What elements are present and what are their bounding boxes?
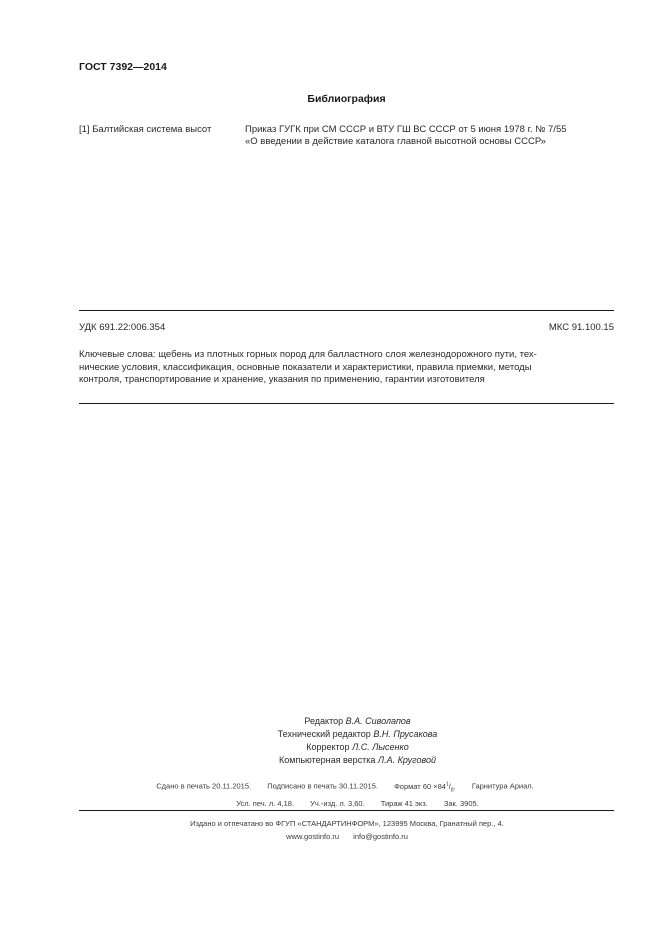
- keywords-line: нические условия, классификация, основные показатели и характеристики, правила приемки, методы: [79, 361, 532, 373]
- circulation: Тираж 41 экз.: [380, 799, 428, 808]
- credit-tech-editor: [54, 728, 661, 741]
- bibliography-entry-description: [245, 124, 615, 148]
- typeface: Гарнитура Ариал.: [471, 781, 534, 791]
- publisher-address: Издано и отпечатано во ФГУП «СТАНДАРТИНФОРМ», 123995 Москва, Гранатный пер., 4.: [190, 819, 504, 828]
- keywords-paragraph: [79, 349, 615, 387]
- document-code: ГОСТ 7392—2014: [79, 61, 167, 73]
- credit-role: Компьютерная верстка: [279, 755, 376, 765]
- credit-name: В.А. Сиволапов: [345, 716, 411, 726]
- credit-role: Редактор: [304, 716, 344, 726]
- signed-date: Подписано в печать 30.11.2015.: [267, 781, 378, 791]
- submitted-date: Сдано в печать 20.11.2015.: [156, 781, 252, 791]
- order-number: Зак. 3905.: [443, 799, 479, 808]
- bibliography-entry-ref: [1] Балтийская система высот: [79, 124, 212, 135]
- format: Формат $60 \times 84^1/_8$.: [394, 781, 456, 793]
- website-link[interactable]: www.gostinfo.ru: [286, 832, 340, 841]
- divider-keywords: [79, 403, 614, 404]
- print-sheets: Усл. печ. л. 4,18.: [236, 799, 295, 808]
- udk-code: УДК 691.22:006.354: [79, 322, 166, 333]
- publishing-sheets: Уч.-изд. л. 3,60.: [310, 799, 365, 808]
- credit-corrector: [54, 741, 661, 754]
- credits-block: [0, 715, 661, 767]
- publisher-block: [0, 817, 661, 843]
- credit-role: Корректор: [306, 742, 350, 752]
- bibliography-desc-line: «О введении в действие каталога главной высотной основы СССР»: [245, 136, 546, 147]
- print-info-row: [0, 797, 661, 810]
- credit-role: Технический редактор: [277, 729, 371, 739]
- bibliography-desc-line: Приказ ГУГК при СМ СССР и ВТУ ГШ ВС СССР от 5 июня 1978 г. № 7/55: [245, 124, 567, 135]
- divider-imprint: [79, 810, 614, 811]
- publisher-contacts: [33, 830, 661, 843]
- credit-editor: [54, 715, 661, 728]
- email-link[interactable]: info@gostinfo.ru: [353, 832, 408, 841]
- credit-name: Л.А. Круговой: [377, 755, 436, 765]
- credit-layout: [54, 754, 661, 767]
- credit-name: В.Н. Прусакова: [373, 729, 438, 739]
- print-info-block: [0, 778, 661, 810]
- keywords-line: Ключевые слова: щебень из плотных горных пород для балластного слоя железнодорожного пути, тех-: [79, 349, 537, 360]
- bibliography-title: Библиография: [307, 93, 386, 105]
- divider-top: [79, 310, 614, 311]
- mks-code: МКС 91.100.15: [548, 322, 614, 333]
- print-info-row: [0, 778, 661, 797]
- keywords-line: контроля, транспортирование и хранение, указания по применению, гарантии изготовителя: [79, 374, 485, 385]
- credit-name: Л.С. Лысенко: [352, 742, 409, 752]
